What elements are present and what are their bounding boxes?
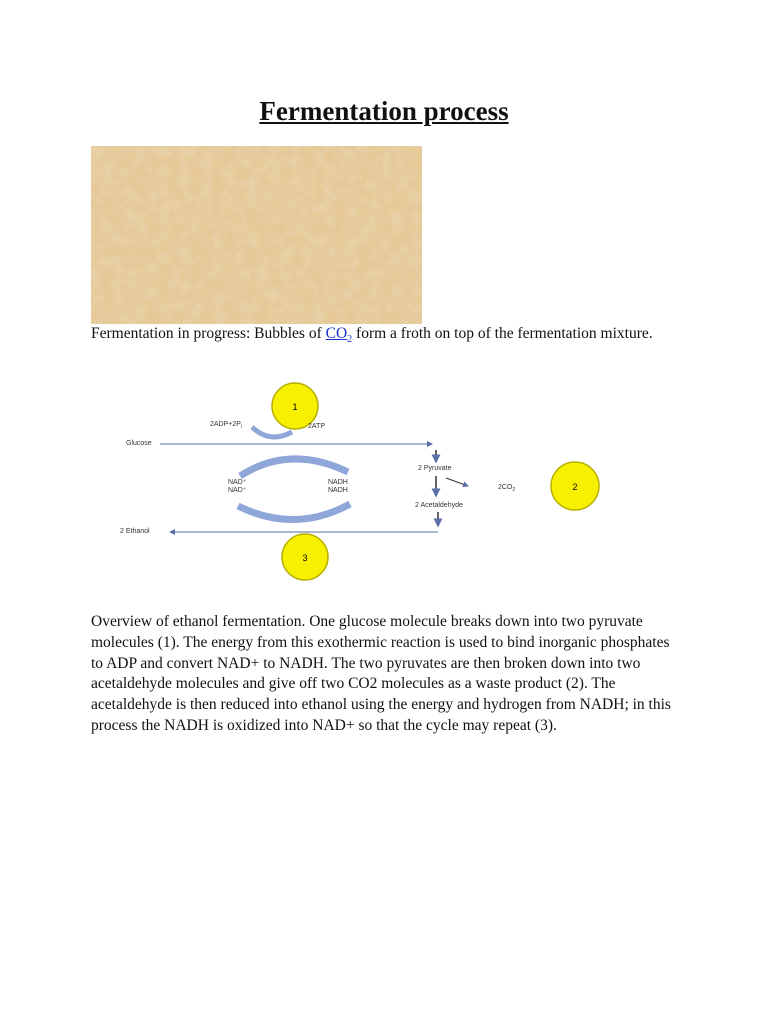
overview-paragraph: Overview of ethanol fermentation. One glucose molecule breaks down into two pyruvate molecules (1). The energy from this exothermic reaction is used to bind inorganic phosphates to ADP and convert NAD+ to NADH. The two pyruvates are then broken down into two acetaldehyde molecules and give off two CO2 molecules as a waste product (2). The acetaldehyde is then reduced into ethanol using the energy and hydrogen from NADH; in this process the NADH is oxidized into NAD+ so that the cycle may repeat (3). [91,613,671,734]
fermentation-froth-photo [91,146,422,324]
label-nad-2: NAD⁺ [228,487,247,494]
svg-text:3: 3 [302,553,308,563]
co2-link[interactable]: $CO_2$ [325,325,353,346]
ethanol-fermentation-diagram [110,382,610,582]
caption-text-after: form a froth on top of the fermentation mixture. [352,325,653,342]
label-atp: 2ATP [308,423,325,430]
label-nadh-2: NADH [328,487,348,494]
step-3-marker [282,534,328,580]
photo-caption [91,324,681,350]
caption-text-before: Fermentation in progress: Bubbles of [91,325,326,342]
nad-cycle-upper-arrow [240,459,348,476]
label-ethanol: 2 Ethanol [120,528,150,535]
label-glucose: Glucose [126,440,152,447]
label-pyruvate: 2 Pyruvate [418,465,452,472]
step-2-marker [551,462,599,510]
label-acetaldehyde: 2 Acetaldehyde [415,502,463,509]
nad-cycle-lower-arrow [238,504,350,520]
adp-atp-arrow [252,427,292,437]
label-nad-1: NAD⁺ [228,479,247,486]
svg-text:1: 1 [292,402,298,412]
co2-release-arrow [446,478,468,486]
label-nadh-1: NADH [328,479,348,486]
page-title: Fermentation process [259,96,509,126]
label-adp: $2ADP+2P_i$ [210,421,243,430]
label-co2: $2CO_2$ [498,484,516,493]
svg-text:2: 2 [572,482,578,492]
